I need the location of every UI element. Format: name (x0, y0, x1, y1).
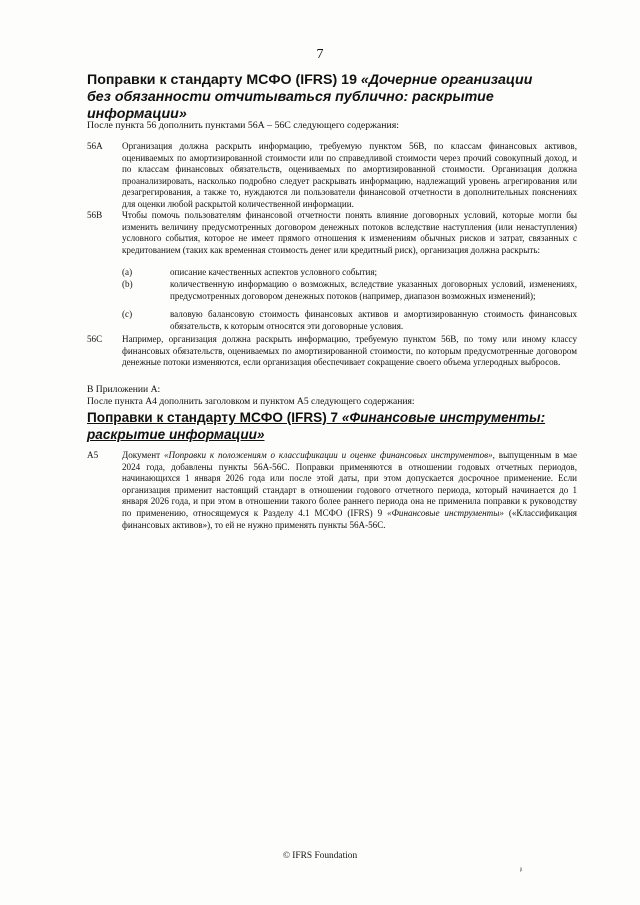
subitem-text: валовую балансовую стоимость финансовых активов и амортизированную стоимость финансовых обязательств, к которым относятся эти договорные условия. (170, 309, 577, 331)
a5-text-1: , выпущенным в мае 2024 года, добавлены пункты 56А-56С. Поправки применяются в отношении годовых отчетных периодов, начинающихся 1 января 2026 года или после этой даты, при этом допускается досрочное применение. Если организация применит настоящий стандарт в отношении годового отчетного периода, который начинается до 1 января 2026 года, и при этом в отношении такого более раннего периода она не применила поправки к руководству по применению, относящемуся к Разделу 4.1 МСФО (IFRS) 9 (122, 450, 577, 518)
corner-mark: ᵝ (520, 866, 523, 875)
a5-ifrs9-title: «Финансовые инструменты» (387, 507, 504, 518)
a5-document-title: «Поправки к положениям о классификации и оценке финансовых инструментов» (163, 450, 493, 460)
paragraph-a5 (87, 450, 577, 531)
subitem-c (122, 309, 577, 332)
section-title-ifrs19 (87, 72, 557, 123)
paragraph-56b (87, 210, 577, 256)
a5-text-2: («Классификация финансовых активов»), то ей не нужно применять пункты 56А-56С. (122, 507, 577, 530)
subitem-text: количественную информацию о возможных, вследствие указанных договорных условий, изменениях, предусмотренных договором денежных потоков (например, диапазон возможных изменений); (170, 279, 577, 301)
section-lead: После пункта 56 дополнить пунктами 56А – 56С следующего содержания: (87, 120, 399, 131)
appendix-line-1: В Приложении А: (87, 384, 161, 395)
subitem-label: (a) (122, 267, 133, 277)
section-title-ifrs19-italic: «Дочерние организации без обязанности отчитываться публично: раскрытие информации» (87, 72, 533, 122)
subitem-label: (c) (122, 309, 133, 319)
paragraph-text (122, 450, 577, 531)
appendix-instructions (87, 384, 415, 407)
subitem-text: описание качественных аспектов условного события; (170, 267, 378, 277)
subitem-label: (b) (122, 279, 133, 289)
paragraph-text: Чтобы помочь пользователям финансовой отчетности понять влияние договорных условий, которые могли бы изменить величину предусмотренных договором денежных потоков вследствие наступления (или ненаступления) условного события, которое не имеет прямого отношения к изменениям обычных рисков и затрат, связанных с кредитованием (таких как временная стоимость денег или кредитный риск), организация должна раскрыть: (122, 210, 577, 255)
section-title-ifrs7 (87, 409, 557, 443)
paragraph-number: А5 (87, 450, 99, 460)
page-number: 7 (316, 47, 324, 62)
section-title-ifrs19-plain: Поправки к стандарту МСФО (IFRS) 19 (87, 72, 361, 88)
paragraph-56c (87, 334, 577, 369)
section-title-ifrs7-plain: Поправки к стандарту МСФО (IFRS) 7 (87, 410, 342, 425)
paragraph-number: 56В (87, 210, 103, 220)
paragraph-number: 56С (87, 334, 103, 344)
paragraph-text: Организация должна раскрыть информацию, требуемую пунктом 56В, по классам финансовых активов, оцениваемых по амортизированной стоимости или по справедливой стоимости через прочий совокупный доход, и по классам финансовых обязательств, оцениваемых по амортизированной стоимости. Организация должна проанализировать, насколько подробно следует раскрывать информацию, надлежащий уровень агрегирования или дезагрегирования, а также то, нуждаются ли пользователи финансовой отчетности в дополнительных пояснениях для оценки любой раскрытой количественной информации. (122, 141, 577, 209)
footer-copyright: © IFRS Foundation (282, 851, 358, 861)
appendix-line-2: После пункта А4 дополнить заголовком и пунктом А5 следующего содержания: (87, 395, 415, 407)
paragraph-56a (87, 141, 577, 211)
paragraph-number: 56А (87, 141, 103, 151)
a5-lead: Документ (122, 450, 164, 460)
paragraph-text: Например, организация должна раскрыть информацию, требуемую пунктом 56В, по тому или иному классу финансовых обязательств, оцениваемых по амортизированной стоимости, по которым предусмотренные договором денежные потоки изменяются, если организация обеспечивает сокращение своего объема углеродных выбросов. (122, 334, 577, 368)
subitem-b (122, 279, 577, 302)
section-title-ifrs7-italic: «Финансовые инструменты: раскрытие информации» (87, 410, 546, 442)
subitem-a (122, 267, 577, 279)
